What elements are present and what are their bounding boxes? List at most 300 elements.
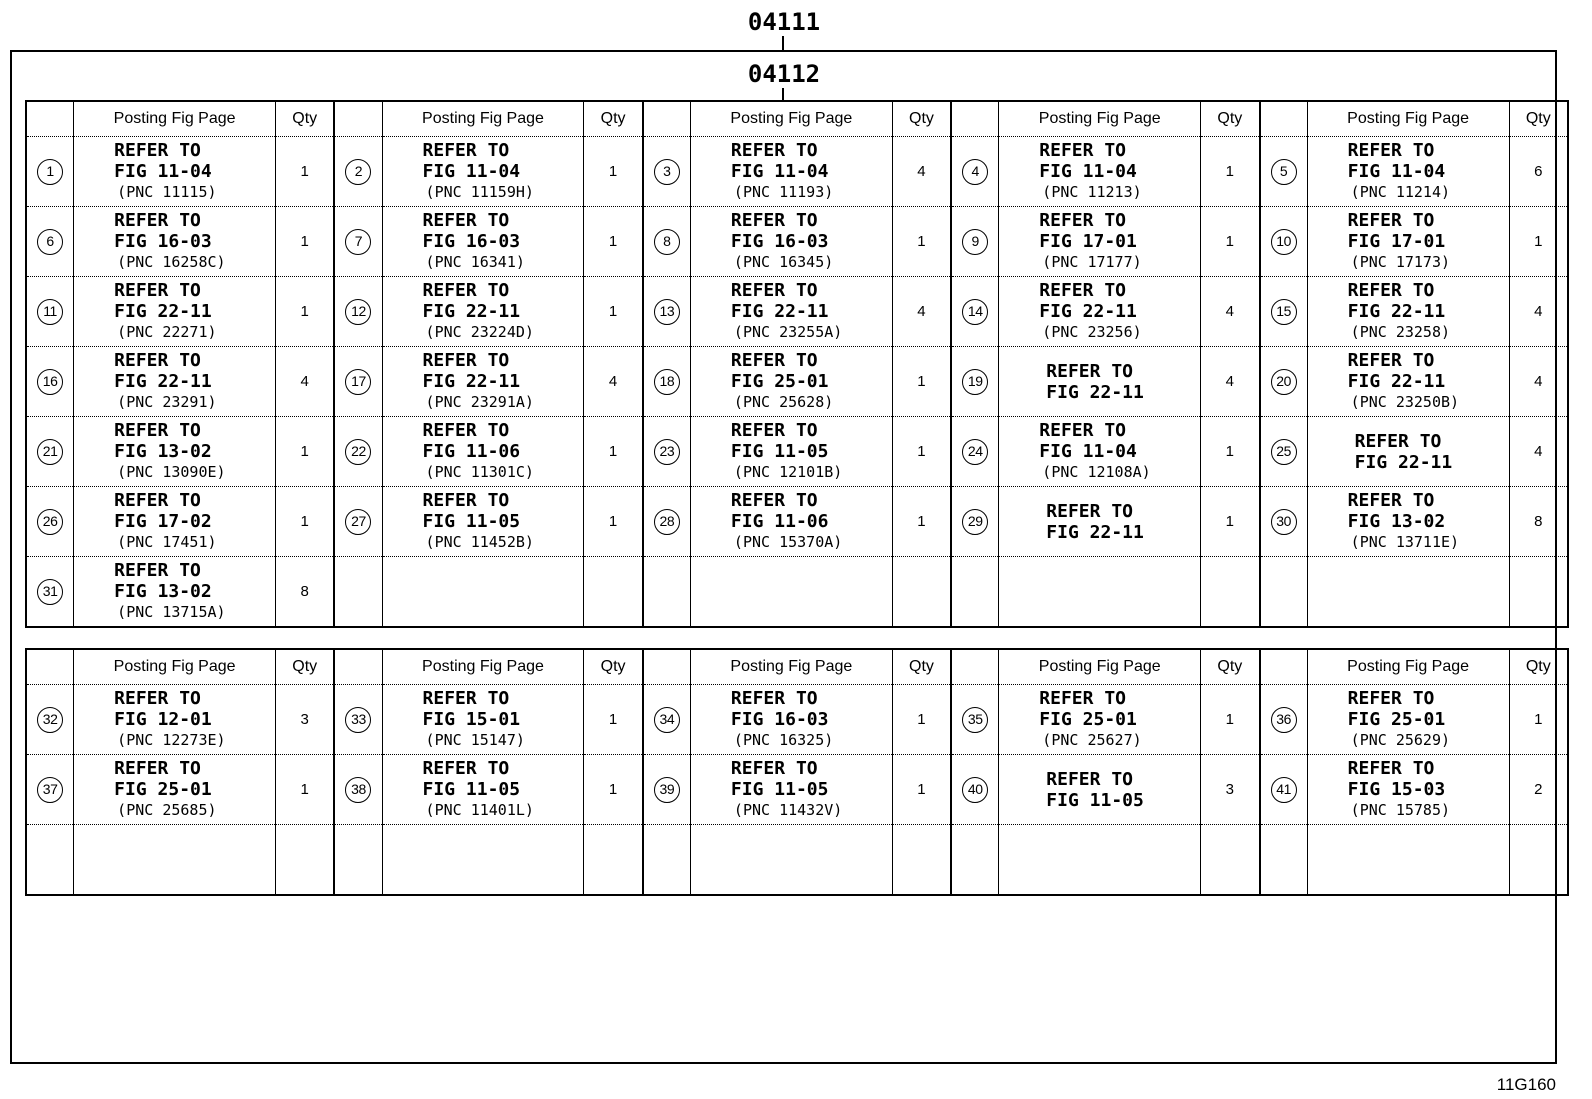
refer-to-text: REFER TO [422, 350, 510, 371]
qty-cell: 1 [276, 755, 335, 825]
pnc-text: (PNC 23224D) [425, 323, 534, 341]
fig-page-text: FIG 11-05 [1046, 789, 1144, 811]
header-blank-cell [643, 649, 691, 685]
table-row [26, 417, 1568, 487]
table-row [26, 755, 1568, 825]
fig-page-text: FIG 11-05 [422, 511, 521, 532]
table-row [26, 137, 1568, 207]
pnc-text: (PNC 11432V) [733, 801, 843, 819]
callout-number: 39 [654, 777, 680, 803]
refer-to-text: REFER TO [1347, 280, 1435, 301]
refer-to-text: REFER TO [422, 490, 510, 511]
refer-to-text: REFER TO [1347, 688, 1435, 709]
table-row [26, 685, 1568, 755]
fig-page-text: FIG 15-03 [1347, 779, 1446, 800]
qty-cell: 1 [892, 207, 951, 277]
fig-page-text: FIG 17-01 [1347, 231, 1446, 252]
header-qty: Qty [1201, 101, 1260, 137]
posting-ref-cell [74, 685, 276, 755]
posting-reference [691, 688, 892, 751]
qty-cell: 1 [1509, 685, 1568, 755]
posting-reference [1308, 210, 1509, 273]
refer-to-text: REFER TO [730, 140, 818, 161]
refer-to-text: REFER TO [422, 420, 510, 441]
callout-number: 11 [37, 299, 63, 325]
fig-page-text: FIG 22-11 [114, 371, 212, 392]
refer-to-text: REFER TO [730, 758, 818, 779]
fig-page-text: FIG 11-04 [422, 161, 521, 182]
callout-cell [951, 347, 999, 417]
pnc-text: (PNC 23250B) [1350, 393, 1460, 411]
header-qty: Qty [276, 101, 335, 137]
refer-to-text: REFER TO [114, 350, 201, 371]
callout-number: 28 [654, 509, 680, 535]
qty-cell: 4 [584, 347, 643, 417]
callout-number: 4 [962, 159, 988, 185]
qty-cell: 8 [276, 557, 335, 628]
callout-number: 40 [962, 777, 988, 803]
qty-cell [584, 557, 643, 628]
callout-cell [951, 825, 999, 896]
posting-reference [383, 758, 584, 821]
refer-to-text: REFER TO [730, 350, 818, 371]
pnc-text: (PNC 15147) [425, 731, 525, 749]
header-posting-fig-page: Posting Fig Page [74, 101, 276, 137]
callout-number: 31 [37, 579, 63, 605]
posting-reference [999, 501, 1200, 543]
pnc-text: (PNC 11401L) [425, 801, 534, 819]
callout-cell [643, 487, 691, 557]
fig-page-text: FIG 11-04 [114, 161, 212, 182]
qty-cell: 1 [1201, 685, 1260, 755]
posting-ref-cell [74, 825, 276, 896]
qty-cell: 3 [1201, 755, 1260, 825]
posting-reference [1308, 758, 1509, 821]
qty-cell: 1 [276, 417, 335, 487]
qty-cell: 1 [892, 487, 951, 557]
refer-to-text: REFER TO [422, 140, 510, 161]
posting-reference [999, 688, 1200, 751]
callout-number: 22 [345, 439, 371, 465]
table-row [26, 487, 1568, 557]
callout-cell [1260, 347, 1308, 417]
fig-page-text: FIG 15-01 [422, 709, 521, 730]
refer-to-text: REFER TO [730, 280, 818, 301]
posting-ref-cell [999, 277, 1201, 347]
qty-cell [276, 825, 335, 896]
callout-cell [334, 207, 382, 277]
qty-cell: 4 [276, 347, 335, 417]
posting-ref-cell [74, 557, 276, 628]
header-qty: Qty [1201, 649, 1260, 685]
fig-page-text: FIG 11-05 [730, 441, 829, 462]
callout-number: 29 [962, 509, 988, 535]
table-row [26, 825, 1568, 896]
fig-page-text: FIG 22-11 [1046, 521, 1144, 543]
posting-reference [383, 420, 584, 483]
qty-cell [1201, 825, 1260, 896]
header-blank-cell [26, 101, 74, 137]
callout-number: 25 [1271, 439, 1297, 465]
reference-table-1 [25, 100, 1569, 628]
qty-cell: 1 [892, 417, 951, 487]
qty-cell: 4 [1201, 277, 1260, 347]
qty-cell: 8 [1509, 487, 1568, 557]
qty-cell: 4 [892, 137, 951, 207]
callout-number: 27 [345, 509, 371, 535]
fig-page-text: FIG 16-03 [730, 231, 829, 252]
fig-page-text: FIG 13-02 [1347, 511, 1446, 532]
callout-cell [951, 417, 999, 487]
posting-reference [691, 490, 892, 553]
posting-ref-cell [1307, 347, 1509, 417]
refer-to-text: REFER TO [114, 560, 201, 581]
callout-number: 26 [37, 509, 63, 535]
posting-ref-cell [999, 207, 1201, 277]
pnc-text: (PNC 25627) [1042, 731, 1142, 749]
callout-cell [26, 685, 74, 755]
posting-ref-cell [690, 277, 892, 347]
callout-cell [334, 137, 382, 207]
refer-to-text: REFER TO [114, 490, 201, 511]
callout-number: 36 [1271, 707, 1297, 733]
posting-ref-cell [382, 755, 584, 825]
header-posting-fig-page: Posting Fig Page [999, 649, 1201, 685]
callout-cell [643, 557, 691, 628]
callout-cell [951, 277, 999, 347]
callout-number: 13 [654, 299, 680, 325]
pnc-text: (PNC 23256) [1042, 323, 1142, 341]
fig-page-text: FIG 11-05 [730, 779, 829, 800]
pnc-text: (PNC 13090E) [117, 463, 226, 481]
callout-cell [1260, 755, 1308, 825]
posting-reference [74, 280, 275, 343]
table-header-row [26, 101, 1568, 137]
callout-cell [26, 137, 74, 207]
posting-ref-cell [382, 277, 584, 347]
posting-ref-cell [999, 825, 1201, 896]
posting-reference [74, 140, 275, 203]
posting-reference [691, 140, 892, 203]
refer-to-text: REFER TO [422, 758, 510, 779]
posting-ref-cell [999, 685, 1201, 755]
posting-ref-cell [382, 207, 584, 277]
callout-cell [334, 417, 382, 487]
refer-to-text: REFER TO [422, 688, 510, 709]
fig-page-text: FIG 25-01 [730, 371, 829, 392]
pnc-text: (PNC 25685) [117, 801, 217, 819]
header-posting-fig-page: Posting Fig Page [1307, 101, 1509, 137]
qty-cell: 1 [1201, 487, 1260, 557]
posting-reference [691, 758, 892, 821]
header-blank-cell [26, 649, 74, 685]
qty-cell: 6 [1509, 137, 1568, 207]
callout-number: 1 [37, 159, 63, 185]
assembly-leader-line [782, 36, 784, 50]
posting-ref-cell [1307, 755, 1509, 825]
fig-page-text: FIG 13-02 [114, 441, 212, 462]
pnc-text: (PNC 22271) [117, 323, 217, 341]
fig-page-text: FIG 12-01 [114, 709, 212, 730]
fig-page-text: FIG 22-11 [1347, 301, 1446, 322]
posting-ref-cell [74, 755, 276, 825]
fig-page-text: FIG 16-03 [114, 231, 212, 252]
qty-cell: 1 [276, 487, 335, 557]
qty-cell [1201, 557, 1260, 628]
callout-cell [643, 277, 691, 347]
posting-ref-cell [382, 347, 584, 417]
callout-number: 32 [37, 707, 63, 733]
posting-ref-cell [382, 685, 584, 755]
qty-cell: 1 [276, 137, 335, 207]
refer-to-text: REFER TO [1347, 140, 1435, 161]
callout-cell [26, 557, 74, 628]
callout-cell [1260, 417, 1308, 487]
callout-cell [643, 417, 691, 487]
fig-page-text: FIG 22-11 [1046, 381, 1144, 403]
posting-ref-cell [382, 487, 584, 557]
header-blank-cell [951, 101, 999, 137]
callout-cell [1260, 207, 1308, 277]
callout-cell [643, 755, 691, 825]
pnc-text: (PNC 23291) [117, 393, 217, 411]
refer-to-text: REFER TO [114, 210, 201, 231]
posting-reference [1308, 280, 1509, 343]
pnc-text: (PNC 17173) [1350, 253, 1451, 271]
callout-number: 12 [345, 299, 371, 325]
header-posting-fig-page: Posting Fig Page [690, 649, 892, 685]
qty-cell: 3 [276, 685, 335, 755]
qty-cell: 1 [584, 755, 643, 825]
qty-cell: 4 [1509, 347, 1568, 417]
pnc-text: (PNC 11213) [1042, 183, 1142, 201]
table-row [26, 557, 1568, 628]
pnc-text: (PNC 12108A) [1042, 463, 1151, 481]
fig-page-text: FIG 13-02 [114, 581, 212, 602]
posting-ref-cell [1307, 557, 1509, 628]
posting-ref-cell [690, 755, 892, 825]
posting-reference [74, 490, 275, 553]
pnc-text: (PNC 15785) [1350, 801, 1451, 819]
qty-cell [1509, 825, 1568, 896]
posting-ref-cell [1307, 487, 1509, 557]
fig-page-text: FIG 16-03 [422, 231, 521, 252]
callout-number: 34 [654, 707, 680, 733]
callout-number: 2 [345, 159, 371, 185]
qty-cell: 1 [892, 755, 951, 825]
fig-page-text: FIG 22-11 [422, 301, 521, 322]
callout-cell [643, 137, 691, 207]
qty-cell: 1 [584, 417, 643, 487]
callout-number: 8 [654, 229, 680, 255]
qty-cell: 1 [276, 207, 335, 277]
header-posting-fig-page: Posting Fig Page [74, 649, 276, 685]
posting-reference [999, 210, 1200, 273]
header-qty: Qty [584, 101, 643, 137]
refer-to-text: REFER TO [730, 688, 818, 709]
callout-number: 18 [654, 369, 680, 395]
pnc-text: (PNC 12101B) [733, 463, 843, 481]
refer-to-text: REFER TO [1039, 210, 1126, 231]
callout-cell [951, 557, 999, 628]
refer-to-text: REFER TO [1046, 360, 1133, 382]
pnc-text: (PNC 16325) [733, 731, 834, 749]
header-qty: Qty [276, 649, 335, 685]
callout-cell [26, 347, 74, 417]
posting-reference [74, 210, 275, 273]
posting-ref-cell [690, 417, 892, 487]
callout-number: 17 [345, 369, 371, 395]
fig-page-text: FIG 11-04 [730, 161, 829, 182]
callout-cell [26, 755, 74, 825]
refer-to-text: REFER TO [114, 758, 201, 779]
fig-page-text: FIG 11-04 [1039, 441, 1137, 462]
refer-to-text: REFER TO [730, 210, 818, 231]
qty-cell: 4 [1509, 277, 1568, 347]
refer-to-text: REFER TO [114, 140, 201, 161]
qty-cell: 2 [1509, 755, 1568, 825]
callout-cell [334, 755, 382, 825]
callout-number: 6 [37, 229, 63, 255]
posting-ref-cell [999, 137, 1201, 207]
callout-number: 19 [962, 369, 988, 395]
posting-ref-cell [999, 417, 1201, 487]
refer-to-text: REFER TO [1046, 500, 1133, 522]
pnc-text: (PNC 16345) [733, 253, 834, 271]
callout-number: 38 [345, 777, 371, 803]
callout-cell [643, 825, 691, 896]
posting-ref-cell [382, 417, 584, 487]
qty-cell: 1 [584, 487, 643, 557]
qty-cell: 4 [1509, 417, 1568, 487]
callout-cell [951, 755, 999, 825]
posting-ref-cell [999, 755, 1201, 825]
posting-reference [691, 280, 892, 343]
posting-ref-cell [1307, 825, 1509, 896]
refer-to-text: REFER TO [422, 280, 510, 301]
refer-to-text: REFER TO [730, 420, 818, 441]
refer-to-text: REFER TO [1046, 768, 1133, 790]
posting-ref-cell [74, 347, 276, 417]
posting-reference [999, 140, 1200, 203]
pnc-text: (PNC 11301C) [425, 463, 534, 481]
callout-number: 16 [37, 369, 63, 395]
posting-reference [383, 350, 584, 413]
fig-page-text: FIG 25-01 [114, 779, 212, 800]
callout-number: 35 [962, 707, 988, 733]
pnc-text: (PNC 11214) [1350, 183, 1451, 201]
fig-page-text: FIG 22-11 [730, 301, 829, 322]
posting-ref-cell [690, 685, 892, 755]
header-blank-cell [1260, 649, 1308, 685]
refer-to-text: REFER TO [1347, 350, 1435, 371]
table-row [26, 347, 1568, 417]
refer-to-text: REFER TO [1039, 280, 1126, 301]
posting-ref-cell [690, 825, 892, 896]
callout-number: 9 [962, 229, 988, 255]
fig-page-text: FIG 11-04 [1347, 161, 1446, 182]
posting-ref-cell [690, 207, 892, 277]
posting-reference [383, 140, 584, 203]
fig-page-text: FIG 25-01 [1039, 709, 1137, 730]
qty-cell: 1 [584, 277, 643, 347]
posting-ref-cell [382, 557, 584, 628]
posting-reference [74, 688, 275, 751]
subassembly-code-label: 04112 [747, 60, 821, 88]
qty-cell: 1 [1201, 207, 1260, 277]
qty-cell [584, 825, 643, 896]
callout-number: 30 [1271, 509, 1297, 535]
posting-ref-cell [1307, 137, 1509, 207]
pnc-text: (PNC 11115) [117, 183, 217, 201]
header-blank-cell [643, 101, 691, 137]
callout-number: 5 [1271, 159, 1297, 185]
posting-reference [691, 350, 892, 413]
callout-cell [26, 417, 74, 487]
posting-ref-cell [1307, 685, 1509, 755]
qty-cell [1509, 557, 1568, 628]
posting-reference [1308, 688, 1509, 751]
header-qty: Qty [1509, 649, 1568, 685]
callout-cell [951, 137, 999, 207]
fig-page-text: FIG 16-03 [730, 709, 829, 730]
posting-reference [74, 560, 275, 623]
fig-page-text: FIG 17-01 [1039, 231, 1137, 252]
posting-reference [1308, 490, 1509, 553]
posting-reference [1308, 140, 1509, 203]
header-posting-fig-page: Posting Fig Page [1307, 649, 1509, 685]
fig-page-text: FIG 22-11 [422, 371, 521, 392]
header-blank-cell [334, 649, 382, 685]
posting-ref-cell [690, 347, 892, 417]
callout-cell [643, 207, 691, 277]
callout-cell [334, 277, 382, 347]
qty-cell: 1 [892, 347, 951, 417]
callout-cell [334, 685, 382, 755]
qty-cell: 1 [1201, 417, 1260, 487]
figure-code: 11G160 [1496, 1075, 1556, 1094]
posting-reference [383, 490, 584, 553]
callout-cell [26, 487, 74, 557]
reference-table-2 [25, 648, 1569, 896]
callout-cell [334, 825, 382, 896]
refer-to-text: REFER TO [114, 688, 201, 709]
posting-ref-cell [690, 557, 892, 628]
callout-cell [26, 277, 74, 347]
posting-reference [999, 420, 1200, 483]
fig-page-text: FIG 25-01 [1347, 709, 1446, 730]
callout-number: 21 [37, 439, 63, 465]
header-qty: Qty [892, 101, 951, 137]
fig-page-text: FIG 11-06 [422, 441, 521, 462]
header-posting-fig-page: Posting Fig Page [382, 101, 584, 137]
refer-to-text: REFER TO [1039, 140, 1126, 161]
posting-reference [74, 420, 275, 483]
posting-reference [383, 688, 584, 751]
callout-number: 14 [962, 299, 988, 325]
posting-reference [1308, 350, 1509, 413]
header-qty: Qty [1509, 101, 1568, 137]
qty-cell: 4 [1201, 347, 1260, 417]
refer-to-text: REFER TO [114, 280, 201, 301]
fig-page-text: FIG 22-11 [1354, 451, 1453, 473]
pnc-text: (PNC 13715A) [117, 603, 226, 621]
pnc-text: (PNC 15370A) [733, 533, 843, 551]
posting-ref-cell [999, 347, 1201, 417]
posting-reference [691, 210, 892, 273]
posting-reference [999, 769, 1200, 811]
callout-number: 37 [37, 777, 63, 803]
